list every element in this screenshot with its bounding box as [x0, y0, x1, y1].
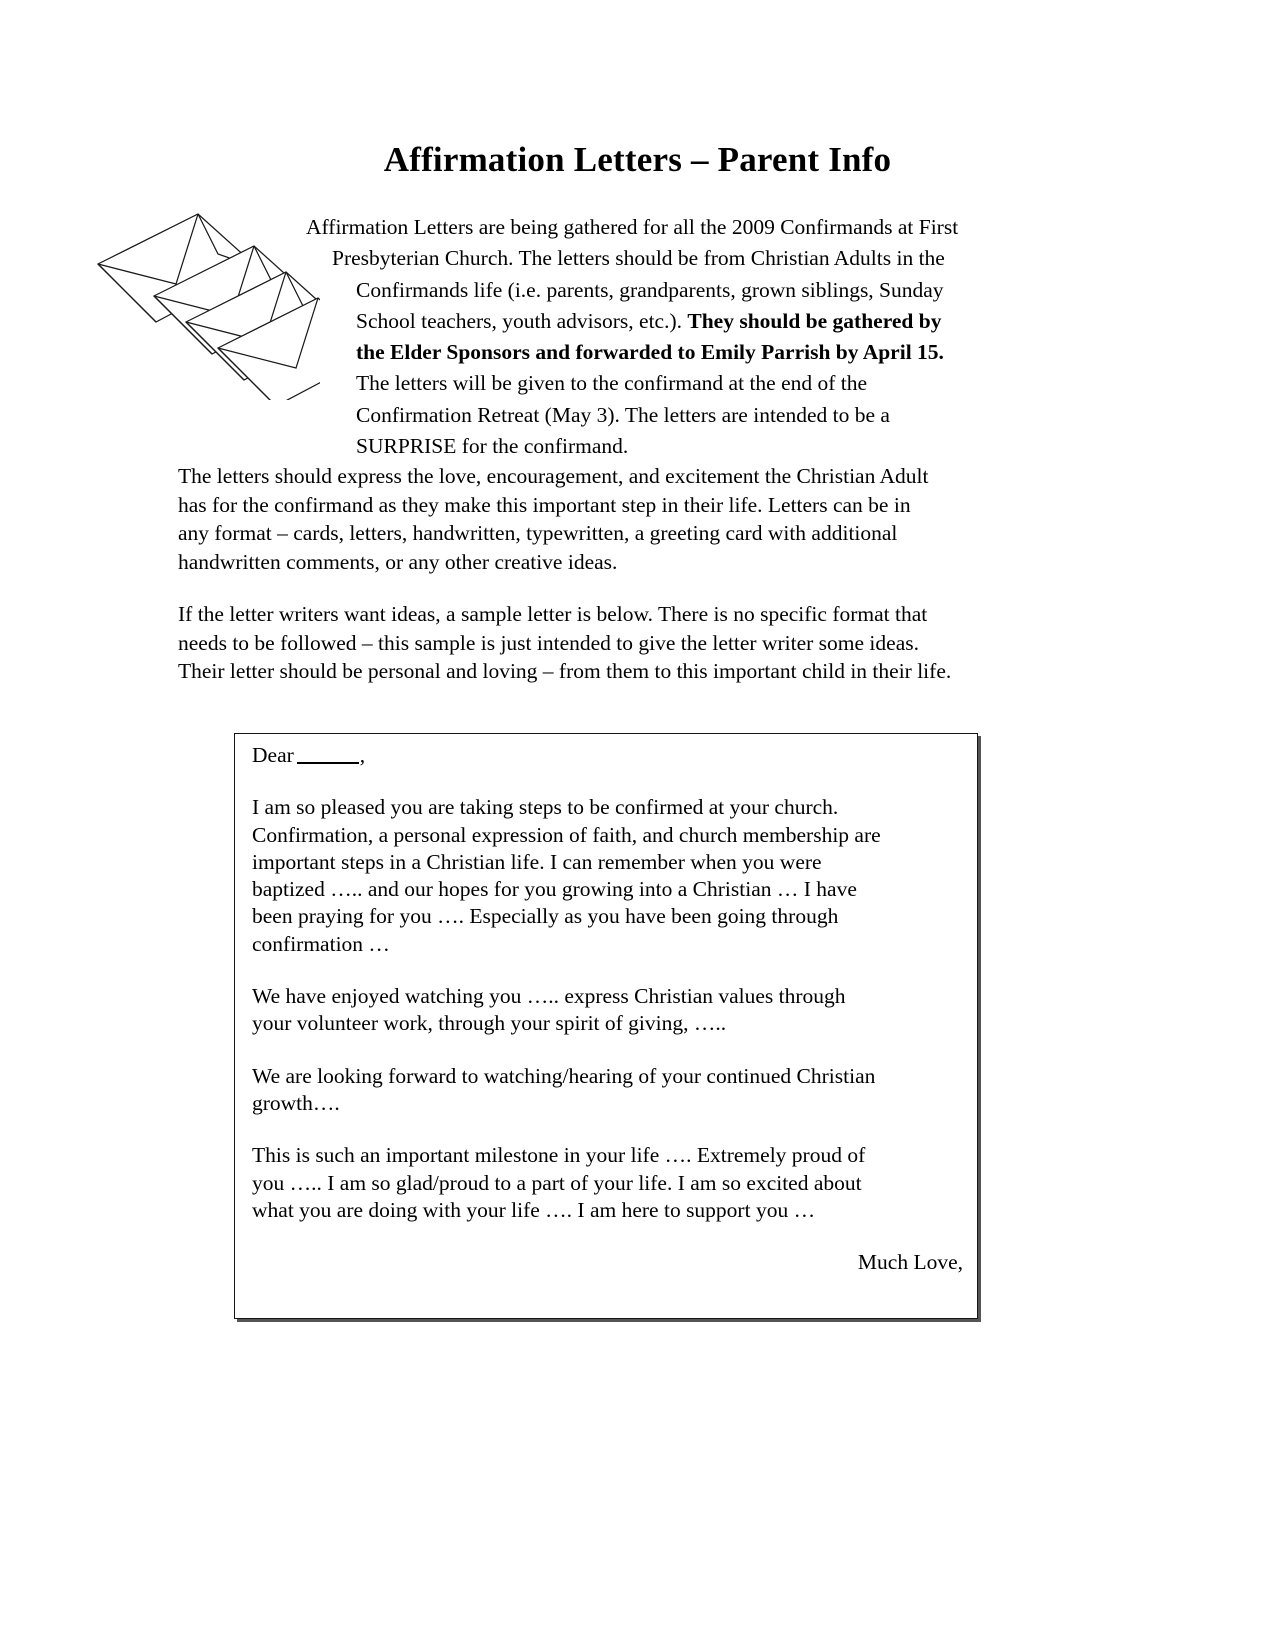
- letter-line: your volunteer work, through your spirit of giving, …..: [252, 1011, 727, 1036]
- paragraph-line: If the letter writers want ideas, a sample letter is below. There is no specific format that: [178, 602, 928, 626]
- letter-line: Confirmation, a personal expression of faith, and church membership are: [252, 822, 881, 847]
- body-paragraph-3: [178, 600, 1040, 686]
- intro-line: Confirmation Retreat (May 3). The letters are intended to be a: [356, 402, 890, 427]
- intro-line: Presbyterian Church. The letters should be from Christian Adults in the: [332, 246, 945, 271]
- letter-signoff: Much Love,: [857, 1250, 963, 1275]
- intro-line: School teachers, youth advisors, etc.).: [356, 308, 688, 333]
- intro-line: The letters will be given to the confirmand at the end of the: [356, 371, 868, 396]
- page-title: Affirmation Letters – Parent Info: [383, 140, 892, 179]
- intro-line: SURPRISE for the confirmand.: [356, 434, 629, 459]
- letter-line: I am so pleased you are taking steps to be confirmed at your church.: [252, 795, 839, 820]
- letter-line: We have enjoyed watching you ….. express Christian values through: [252, 984, 846, 1009]
- paragraph-line: any format – cards, letters, handwritten, typewritten, a greeting card with additional: [178, 521, 898, 545]
- letter-line: what you are doing with your life …. I am here to support you …: [252, 1197, 816, 1222]
- letter-line: growth….: [252, 1090, 340, 1115]
- paragraph-line: handwritten comments, or any other creative ideas.: [178, 549, 618, 574]
- intro-bold-run: the Elder Sponsors and forwarded to Emily Parrish by April 15.: [356, 340, 944, 365]
- paragraph-line: needs to be followed – this sample is just intended to give the letter writer some ideas.: [178, 630, 919, 655]
- salutation-comma: ,: [359, 743, 366, 767]
- paragraph-line: has for the confirmand as they make this important step in their life. Letters can be in: [178, 492, 911, 517]
- sample-letter-body: [252, 742, 965, 1301]
- intro-bold-run: They should be gathered by: [687, 308, 942, 333]
- paragraph-line: The letters should express the love, encouragement, and excitement the Christian Adult: [178, 464, 929, 488]
- intro-line: Affirmation Letters are being gathered for all the 2009 Confirmands at First: [306, 215, 959, 239]
- letter-paragraph: [252, 1063, 965, 1118]
- envelopes-illustration: [88, 192, 320, 400]
- letter-line: confirmation …: [252, 931, 390, 956]
- salutation-text: Dear: [252, 743, 294, 767]
- letter-line: important steps in a Christian life. I can remember when you were: [252, 849, 822, 874]
- letter-paragraph: [252, 983, 965, 1038]
- letter-line: We are looking forward to watching/hearing of your continued Christian: [252, 1063, 876, 1088]
- letter-paragraph: [252, 794, 965, 958]
- letter-line: you ….. I am so glad/proud to a part of your life. I am so excited about: [252, 1170, 862, 1195]
- paragraph-line: Their letter should be personal and loving – from them to this important child in their life.: [178, 659, 952, 683]
- salutation: [252, 742, 965, 769]
- letter-paragraph: [252, 1142, 965, 1224]
- name-blank-rule: [297, 749, 359, 764]
- intro-line: Confirmands life (i.e. parents, grandparents, grown siblings, Sunday: [356, 277, 944, 302]
- letter-line: baptized ….. and our hopes for you growing into a Christian … I have: [252, 877, 857, 902]
- sample-letter-box: [234, 733, 978, 1319]
- letter-line: been praying for you …. Especially as you have been going through: [252, 904, 839, 929]
- intro-paragraph: [306, 212, 1046, 462]
- body-paragraph-2: [178, 462, 1040, 576]
- letter-line: This is such an important milestone in your life …. Extremely proud of: [252, 1143, 866, 1168]
